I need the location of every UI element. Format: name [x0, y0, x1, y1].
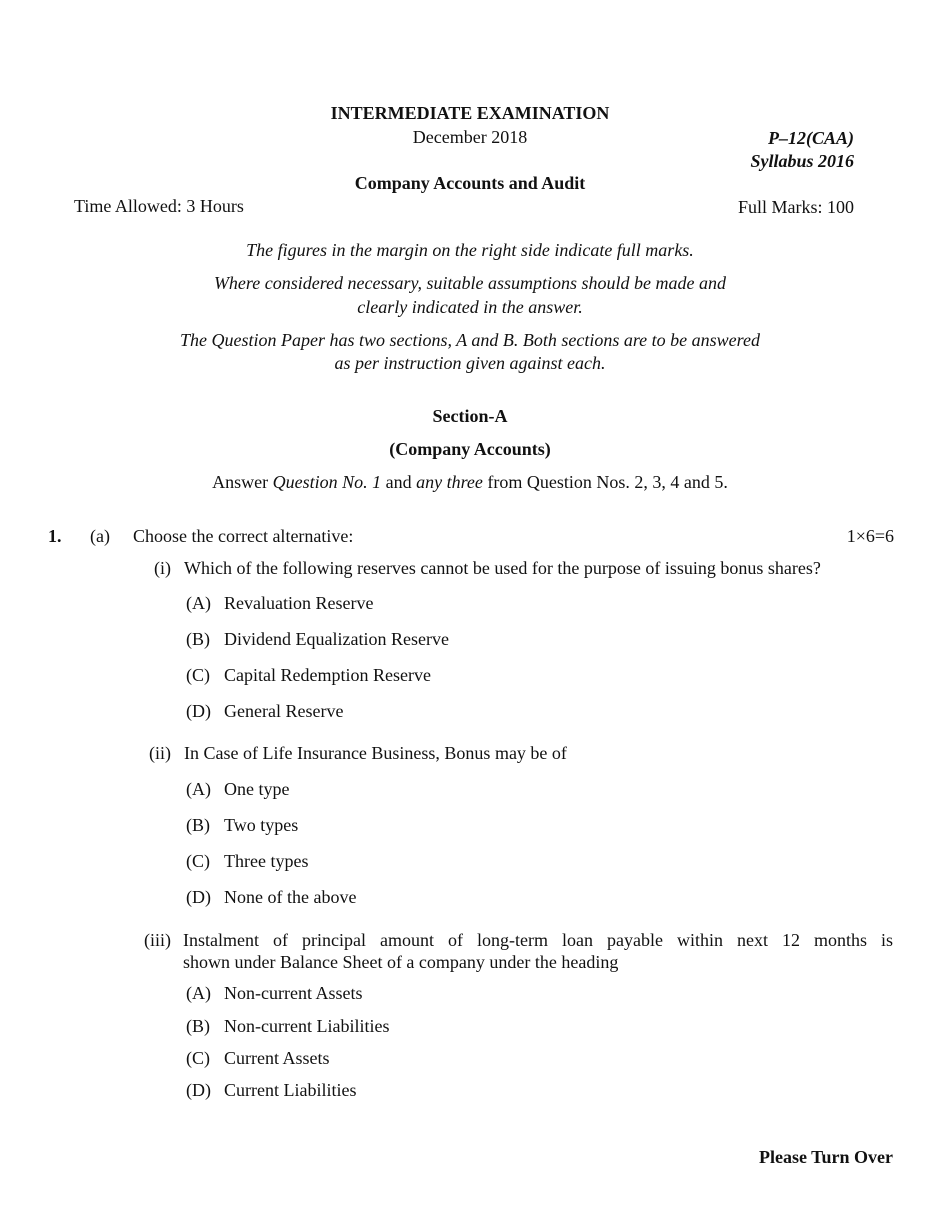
subquestion-text-line2: shown under Balance Sheet of a company under the heading	[183, 952, 619, 972]
time-allowed: Time Allowed: 3 Hours	[74, 196, 244, 216]
option-text: Two types	[224, 815, 299, 835]
section-subtitle: (Company Accounts)	[389, 439, 551, 459]
option-letter: (D)	[186, 1080, 211, 1100]
option-letter: (B)	[186, 1016, 210, 1036]
option-item	[186, 983, 362, 1004]
option-item	[186, 1048, 330, 1069]
question-instruction: Choose the correct alternative:	[133, 526, 354, 546]
option-text: Three types	[224, 851, 309, 871]
option-text: Non-current Assets	[224, 983, 363, 1003]
option-text: Current Assets	[224, 1048, 330, 1068]
question-number: 1.	[48, 526, 62, 546]
option-letter: (D)	[186, 701, 211, 721]
option-letter: (D)	[186, 887, 211, 907]
subquestion-text-line1: Instalment of principal amount of long-term loan payable within next 12 months is	[183, 930, 893, 950]
subquestion-number: (ii)	[149, 743, 171, 763]
option-text: Capital Redemption Reserve	[224, 665, 431, 685]
option-item	[186, 815, 298, 836]
instruction-sections-2: as per instruction given against each.	[334, 353, 606, 373]
option-letter: (C)	[186, 851, 210, 871]
paper-code: P–12(CAA)	[767, 128, 854, 148]
full-marks: Full Marks: 100	[737, 197, 854, 217]
option-letter: (A)	[186, 593, 211, 613]
option-letter: (A)	[186, 779, 211, 799]
question-part: (a)	[90, 526, 110, 546]
instruction-margin-marks: The figures in the margin on the right side indicate full marks.	[246, 240, 694, 260]
option-text: Dividend Equalization Reserve	[224, 629, 449, 649]
subquestion-number: (i)	[154, 558, 171, 578]
instruction-sections-1: The Question Paper has two sections, A and B. Both sections are to be answered	[180, 330, 760, 350]
option-text: Revaluation Reserve	[224, 593, 374, 613]
question-marks: 1×6=6	[846, 526, 894, 546]
option-text: None of the above	[224, 887, 357, 907]
subquestion-number: (iii)	[144, 930, 171, 950]
instruction-assumptions-1: Where considered necessary, suitable assumptions should be made and	[213, 273, 727, 293]
option-text: One type	[224, 779, 290, 799]
subquestion-text: Which of the following reserves cannot be used for the purpose of issuing bonus shares?	[184, 558, 821, 578]
exam-title: INTERMEDIATE EXAMINATION	[330, 103, 610, 123]
option-letter: (C)	[186, 1048, 210, 1068]
option-text: Current Liabilities	[224, 1080, 357, 1100]
option-item	[186, 665, 431, 686]
option-item	[186, 779, 289, 800]
instruction-assumptions-2: clearly indicated in the answer.	[357, 297, 583, 317]
option-item	[186, 629, 449, 650]
option-item	[186, 1080, 356, 1101]
answer-mid: and	[381, 472, 417, 492]
exam-date: December 2018	[412, 127, 528, 147]
option-letter: (A)	[186, 983, 211, 1003]
answer-post: from Question Nos. 2, 3, 4 and 5.	[482, 472, 728, 492]
option-item	[186, 851, 308, 872]
option-item	[186, 593, 373, 614]
answer-any: any three	[416, 472, 483, 492]
option-text: General Reserve	[224, 701, 344, 721]
please-turn-over: Please Turn Over	[759, 1147, 893, 1167]
section-title: Section-A	[432, 406, 508, 426]
option-letter: (C)	[186, 665, 210, 685]
option-item	[186, 1016, 389, 1037]
answer-pre: Answer	[212, 472, 273, 492]
answer-instruction	[0, 472, 940, 493]
answer-q1: Question No. 1	[272, 472, 382, 492]
option-text: Non-current Liabilities	[224, 1016, 390, 1036]
option-letter: (B)	[186, 629, 210, 649]
option-letter: (B)	[186, 815, 210, 835]
option-item	[186, 701, 343, 722]
subject-title: Company Accounts and Audit	[354, 173, 586, 193]
option-item	[186, 887, 356, 908]
subquestion-text: In Case of Life Insurance Business, Bonus may be of	[184, 743, 567, 763]
syllabus-year: Syllabus 2016	[750, 151, 854, 171]
